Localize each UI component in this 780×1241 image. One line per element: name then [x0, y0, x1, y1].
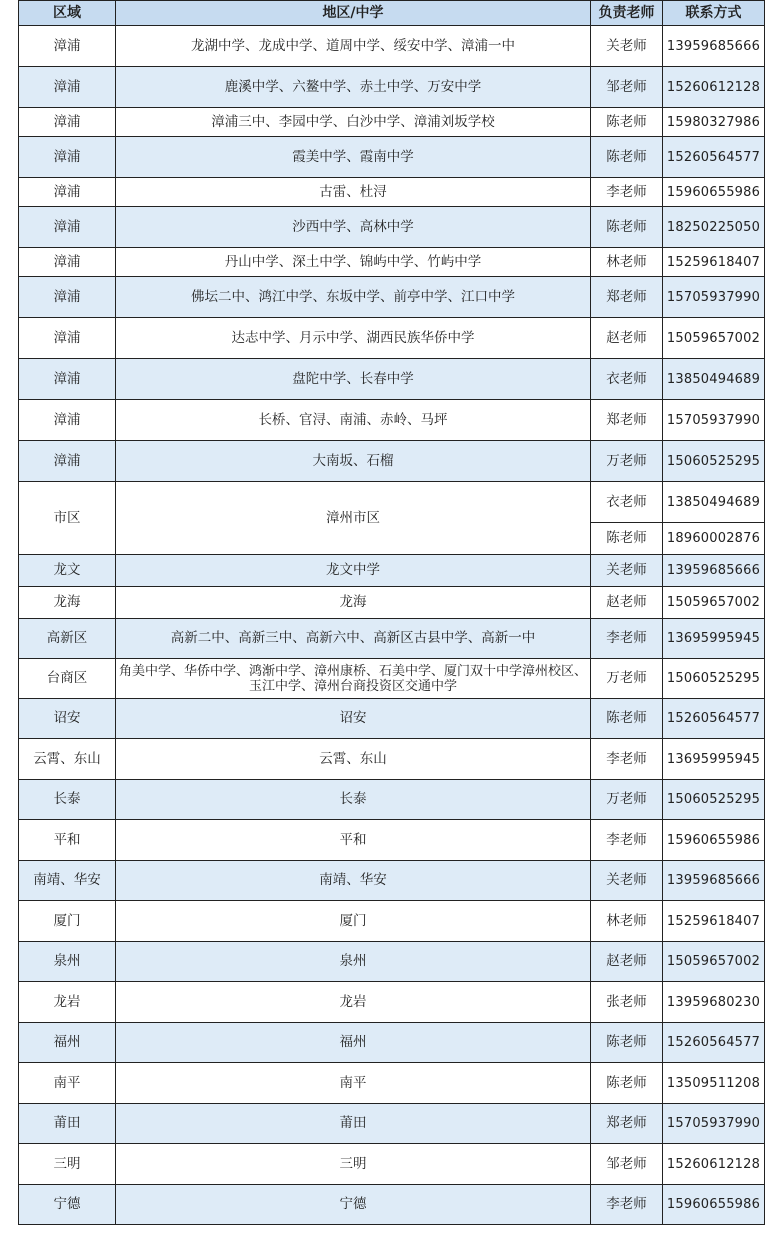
- schools-cell: 霞美中学、霞南中学: [116, 137, 591, 178]
- teacher-cell: 陈老师: [591, 108, 663, 137]
- region-cell: 福州: [19, 1023, 116, 1063]
- table-row: [19, 400, 765, 441]
- schools-cell: 高新二中、高新三中、高新六中、高新区古县中学、高新一中: [116, 619, 591, 659]
- teacher-cell: 赵老师: [591, 318, 663, 359]
- schools-cell: 福州: [116, 1023, 591, 1063]
- teacher-cell: 陈老师: [591, 1063, 663, 1104]
- region-cell: 厦门: [19, 901, 116, 942]
- teacher-cell: 陈老师: [591, 1023, 663, 1063]
- contact-table: [18, 0, 765, 1225]
- teacher-cell: 郑老师: [591, 277, 663, 318]
- table-row: [19, 441, 765, 482]
- table-row: [19, 555, 765, 587]
- table-row: [19, 1023, 765, 1063]
- header-teacher: 负责老师: [591, 1, 663, 26]
- schools-cell: 南平: [116, 1063, 591, 1104]
- schools-cell: 莆田: [116, 1104, 591, 1144]
- teacher-cell: 李老师: [591, 739, 663, 780]
- table-row: [19, 942, 765, 982]
- phone-cell: 13695995945: [663, 739, 765, 780]
- schools-cell: 厦门: [116, 901, 591, 942]
- teacher-cell: 李老师: [591, 820, 663, 861]
- schools-cell: 达志中学、月示中学、湖西民族华侨中学: [116, 318, 591, 359]
- schools-cell: 古雷、杜浔: [116, 178, 591, 207]
- teacher-cell: 关老师: [591, 555, 663, 587]
- schools-cell: 沙西中学、高林中学: [116, 207, 591, 248]
- schools-cell: 龙岩: [116, 982, 591, 1023]
- region-cell: 漳浦: [19, 26, 116, 67]
- schools-cell: 南靖、华安: [116, 861, 591, 901]
- phone-cell: 13850494689: [663, 359, 765, 400]
- phone-cell: 15260612128: [663, 67, 765, 108]
- header-phone: 联系方式: [663, 1, 765, 26]
- teacher-cell: 关老师: [591, 26, 663, 67]
- phone-cell: 15705937990: [663, 277, 765, 318]
- header-schools: 地区/中学: [116, 1, 591, 26]
- teacher-cell: 郑老师: [591, 1104, 663, 1144]
- schools-cell: 角美中学、华侨中学、鸿渐中学、漳州康桥、石美中学、厦门双十中学漳州校区、玉江中学、漳州台商投资区交通中学: [116, 659, 591, 699]
- region-cell: 漳浦: [19, 207, 116, 248]
- teacher-cell: 陈老师: [591, 137, 663, 178]
- teacher-cell: 邹老师: [591, 1144, 663, 1185]
- table-row: [19, 26, 765, 67]
- schools-cell: 诏安: [116, 699, 591, 739]
- teacher-cell: 万老师: [591, 441, 663, 482]
- table-row: [19, 318, 765, 359]
- teacher-cell: 衣老师: [591, 482, 663, 523]
- table-header-row: [19, 1, 765, 26]
- region-cell: 台商区: [19, 659, 116, 699]
- phone-cell: 15059657002: [663, 318, 765, 359]
- table-row: [19, 619, 765, 659]
- region-cell: 泉州: [19, 942, 116, 982]
- region-cell: 漳浦: [19, 108, 116, 137]
- table-row: [19, 901, 765, 942]
- region-cell: 南平: [19, 1063, 116, 1104]
- teacher-cell: 李老师: [591, 178, 663, 207]
- phone-cell: 15259618407: [663, 248, 765, 277]
- phone-cell: 13959680230: [663, 982, 765, 1023]
- schools-cell: 三明: [116, 1144, 591, 1185]
- phone-cell: 15960655986: [663, 1185, 765, 1225]
- table-row: [19, 137, 765, 178]
- phone-cell: 15259618407: [663, 901, 765, 942]
- schools-cell: 长桥、官浔、南浦、赤岭、马坪: [116, 400, 591, 441]
- table-row: [19, 178, 765, 207]
- table-row: [19, 699, 765, 739]
- region-cell: 龙岩: [19, 982, 116, 1023]
- phone-cell: 15980327986: [663, 108, 765, 137]
- teacher-cell: 林老师: [591, 248, 663, 277]
- table-row: [19, 739, 765, 780]
- table-row: [19, 1063, 765, 1104]
- region-cell: 漳浦: [19, 359, 116, 400]
- table-row: [19, 207, 765, 248]
- schools-cell: 鹿溪中学、六鳌中学、赤土中学、万安中学: [116, 67, 591, 108]
- table-row: [19, 108, 765, 137]
- region-cell: 市区: [19, 482, 116, 555]
- teacher-cell: 衣老师: [591, 359, 663, 400]
- teacher-cell: 陈老师: [591, 699, 663, 739]
- region-cell: 漳浦: [19, 441, 116, 482]
- schools-cell: 盘陀中学、长春中学: [116, 359, 591, 400]
- phone-cell: 15260564577: [663, 1023, 765, 1063]
- region-cell: 漳浦: [19, 318, 116, 359]
- teacher-cell: 邹老师: [591, 67, 663, 108]
- table-row: [19, 659, 765, 699]
- schools-cell: 长泰: [116, 780, 591, 820]
- header-region: 区域: [19, 1, 116, 26]
- region-cell: 漳浦: [19, 248, 116, 277]
- table-row: [19, 1185, 765, 1225]
- region-cell: 漳浦: [19, 137, 116, 178]
- table-row: [19, 1104, 765, 1144]
- phone-cell: 15260564577: [663, 137, 765, 178]
- phone-cell: 18960002876: [663, 523, 765, 555]
- teacher-cell: 赵老师: [591, 942, 663, 982]
- table-row: [19, 587, 765, 619]
- phone-cell: 13959685666: [663, 555, 765, 587]
- table-row: [19, 820, 765, 861]
- teacher-cell: 林老师: [591, 901, 663, 942]
- region-cell: 龙文: [19, 555, 116, 587]
- phone-cell: 15960655986: [663, 178, 765, 207]
- region-cell: 诏安: [19, 699, 116, 739]
- teacher-cell: 李老师: [591, 1185, 663, 1225]
- table-row: [19, 1144, 765, 1185]
- region-cell: 长泰: [19, 780, 116, 820]
- phone-cell: 15960655986: [663, 820, 765, 861]
- table-row: [19, 277, 765, 318]
- phone-cell: 15260612128: [663, 1144, 765, 1185]
- phone-cell: 15705937990: [663, 400, 765, 441]
- region-cell: 高新区: [19, 619, 116, 659]
- schools-cell: 宁德: [116, 1185, 591, 1225]
- phone-cell: 15059657002: [663, 942, 765, 982]
- phone-cell: 15060525295: [663, 780, 765, 820]
- teacher-cell: 陈老师: [591, 207, 663, 248]
- teacher-cell: 赵老师: [591, 587, 663, 619]
- schools-cell: 漳州市区: [116, 482, 591, 555]
- region-cell: 平和: [19, 820, 116, 861]
- phone-cell: 18250225050: [663, 207, 765, 248]
- table-row: [19, 359, 765, 400]
- region-cell: 漳浦: [19, 67, 116, 108]
- phone-cell: 15260564577: [663, 699, 765, 739]
- teacher-cell: 关老师: [591, 861, 663, 901]
- table-row: [19, 482, 765, 523]
- schools-cell: 云霄、东山: [116, 739, 591, 780]
- region-cell: 漳浦: [19, 277, 116, 318]
- schools-cell: 泉州: [116, 942, 591, 982]
- schools-cell: 龙湖中学、龙成中学、道周中学、绥安中学、漳浦一中: [116, 26, 591, 67]
- region-cell: 漳浦: [19, 178, 116, 207]
- region-cell: 三明: [19, 1144, 116, 1185]
- phone-cell: 13509511208: [663, 1063, 765, 1104]
- schools-cell: 丹山中学、深土中学、锦屿中学、竹屿中学: [116, 248, 591, 277]
- schools-cell: 漳浦三中、李园中学、白沙中学、漳浦刘坂学校: [116, 108, 591, 137]
- phone-cell: 13959685666: [663, 26, 765, 67]
- teacher-cell: 万老师: [591, 659, 663, 699]
- teacher-cell: 郑老师: [591, 400, 663, 441]
- region-cell: 云霄、东山: [19, 739, 116, 780]
- schools-cell: 龙海: [116, 587, 591, 619]
- table-row: [19, 861, 765, 901]
- region-cell: 龙海: [19, 587, 116, 619]
- phone-cell: 15060525295: [663, 441, 765, 482]
- region-cell: 南靖、华安: [19, 861, 116, 901]
- teacher-cell: 万老师: [591, 780, 663, 820]
- teacher-cell: 李老师: [591, 619, 663, 659]
- teacher-cell: 陈老师: [591, 523, 663, 555]
- table-row: [19, 982, 765, 1023]
- teacher-cell: 张老师: [591, 982, 663, 1023]
- phone-cell: 15059657002: [663, 587, 765, 619]
- phone-cell: 13959685666: [663, 861, 765, 901]
- region-cell: 宁德: [19, 1185, 116, 1225]
- region-cell: 漳浦: [19, 400, 116, 441]
- schools-cell: 平和: [116, 820, 591, 861]
- phone-cell: 13850494689: [663, 482, 765, 523]
- schools-cell: 佛坛二中、鸿江中学、东坂中学、前亭中学、江口中学: [116, 277, 591, 318]
- schools-cell: 龙文中学: [116, 555, 591, 587]
- phone-cell: 15060525295: [663, 659, 765, 699]
- phone-cell: 13695995945: [663, 619, 765, 659]
- region-cell: 莆田: [19, 1104, 116, 1144]
- table-row: [19, 248, 765, 277]
- schools-cell: 大南坂、石榴: [116, 441, 591, 482]
- table-row: [19, 67, 765, 108]
- phone-cell: 15705937990: [663, 1104, 765, 1144]
- table-row: [19, 780, 765, 820]
